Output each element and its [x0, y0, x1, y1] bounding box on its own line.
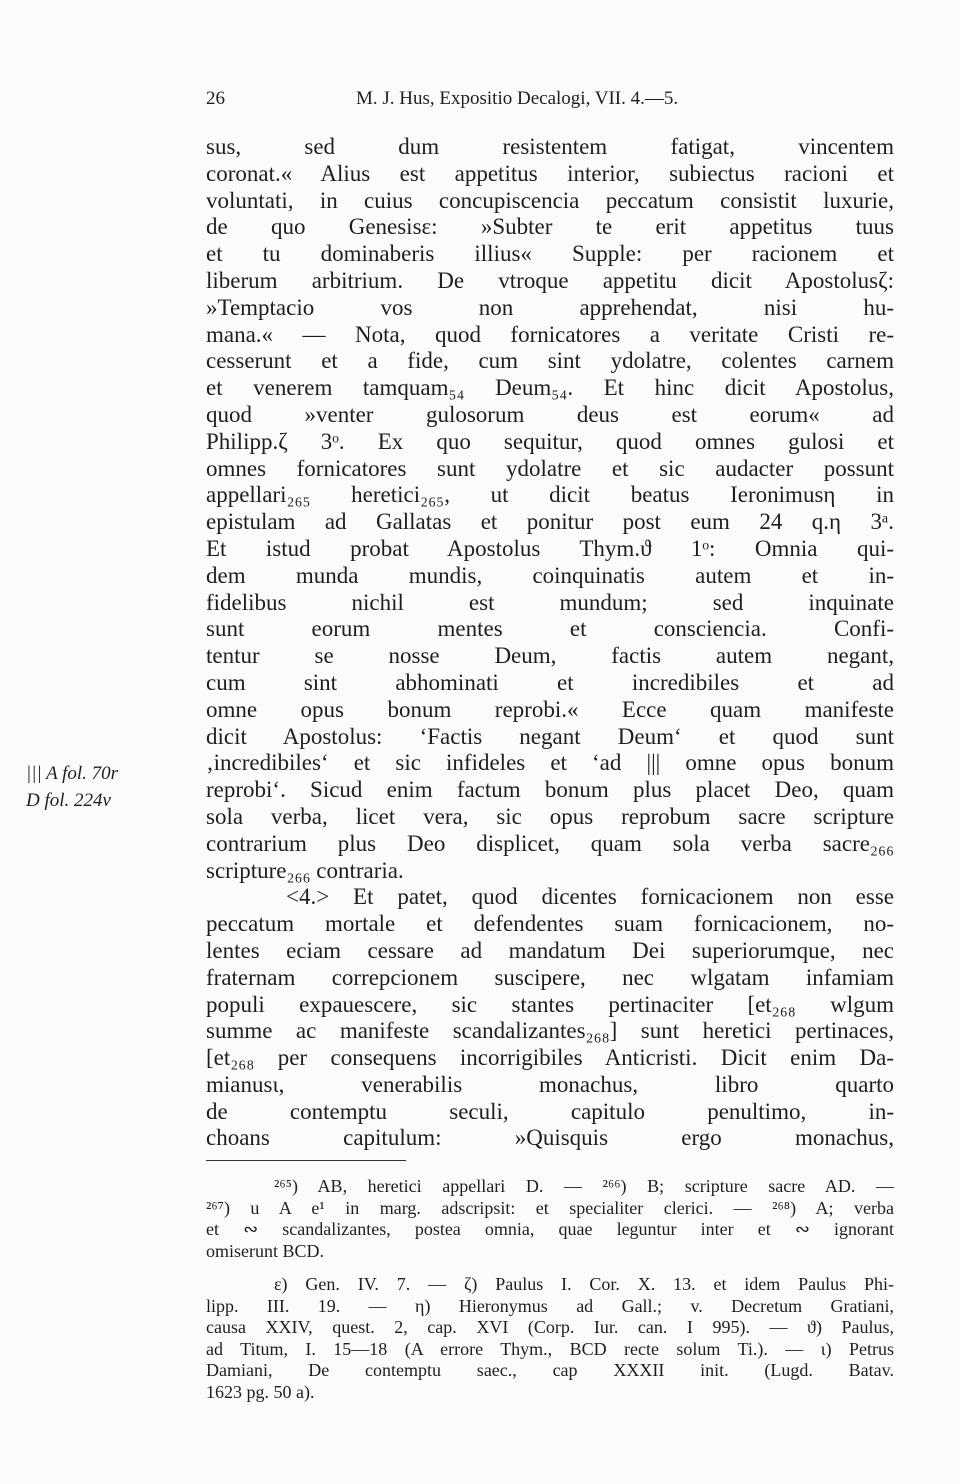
text-line: peccatum mortale et defendentes suam fornicacionem, no-	[206, 911, 894, 937]
text-line: de contemptu seculi, capitulo penultimo, in-	[206, 1098, 894, 1124]
main-text	[206, 134, 894, 1152]
text-line: <4.> Et patet, quod dicentes fornicacionem non esse	[286, 884, 894, 910]
footnotes	[206, 1176, 894, 1403]
text-line: lentes eciam cessare ad mandatum Dei superiorumque, nec	[206, 937, 894, 963]
text-line: et venerem tamquam₅₄ Deum₅₄. Et hinc dicit Apostolus,	[206, 375, 894, 401]
text-line: mianusι, venerabilis monachus, libro quarto	[206, 1071, 894, 1097]
page-number: 26	[206, 88, 225, 109]
text-line: scripture₂₆₆ contraria.	[206, 857, 404, 883]
text-line: sola verba, licet vera, sic opus reprobum sacre scripture	[206, 803, 894, 829]
footnote-line: causa XXIV, quest. 2, cap. XVI (Corp. Iur. can. I 995). — ϑ) Paulus,	[206, 1317, 894, 1337]
text-line: Et istud probat Apostolus Thym.ϑ 1ᵒ: Omnia qui-	[206, 535, 894, 561]
text-line: voluntati, in cuius concupiscencia peccatum consistit luxurie,	[206, 187, 894, 213]
margin-note: ||| A fol. 70r	[26, 763, 119, 784]
margin-notes	[26, 761, 202, 815]
text-line: fidelibus nichil est mundum; sed inquinate	[206, 589, 894, 615]
footnote-rule	[206, 1160, 406, 1161]
text-line: omnes fornicatores sunt ydolatre et sic audacter possunt	[206, 455, 894, 481]
text-line: reprobi‘. Sicud enim factum bonum plus placet Deo, quam	[206, 777, 894, 803]
footnote-line: ²⁶⁵) AB, heretici appellari D. — ²⁶⁶) B; scripture sacre AD. —	[274, 1176, 894, 1196]
text-line: Philipp.ζ 3ᵒ. Ex quo sequitur, quod omnes gulosi et	[206, 428, 894, 454]
text-line: cum sint abhominati et incredibiles et ad	[206, 669, 894, 695]
text-line: dem munda mundis, coinquinatis autem et in-	[206, 562, 894, 588]
text-line: [et₂₆₈ per consequens incorrigibiles Anticristi. Dicit enim Da-	[206, 1045, 894, 1071]
footnote-line: ²⁶⁷) u A e¹ in marg. adscripsit: et specialiter clerici. — ²⁶⁸) A; verba	[206, 1197, 894, 1218]
footnote-line: ad Titum, I. 15—18 (A errore Thym., BCD recte solum Ti.). — ι) Petrus	[206, 1338, 894, 1359]
text-line: sunt eorum mentes et consciencia. Confi-	[206, 616, 894, 642]
text-line: liberum arbitrium. De vtroque appetitu dicit Apostolusζ:	[206, 267, 894, 293]
text-line: epistulam ad Gallatas et ponitur post eum 24 q.η 3ᵃ.	[206, 509, 894, 535]
text-line: coronat.« Alius est appetitus interior, subiectus racioni et	[206, 160, 894, 186]
text-line: fraternam correpcionem suscipere, nec wlgatam infamiam	[206, 964, 894, 990]
page-header	[206, 88, 894, 110]
running-title: M. J. Hus, Expositio Decalogi, VII. 4.—5.	[356, 88, 679, 109]
margin-note: D fol. 224v	[26, 789, 111, 811]
text-line: mana.« — Nota, quod fornicatores a veritate Cristi re-	[206, 321, 894, 347]
footnote-line: et ∾ scandalizantes, postea omnia, quae leguntur inter et ∾ ignorant	[206, 1219, 894, 1239]
text-line: quod »venter gulosorum deus est eorum« ad	[206, 401, 894, 427]
footnote-line: omiserunt BCD.	[206, 1240, 325, 1261]
text-line: sus, sed dum resistentem fatigat, vincentem	[206, 134, 894, 159]
footnote-line: lipp. III. 19. — η) Hieronymus ad Gall.; v. Decretum Gratiani,	[206, 1295, 894, 1316]
text-line: omne opus bonum reprobi.« Ecce quam manifeste	[206, 696, 894, 722]
text-line: populi expauescere, sic stantes pertinaciter [et₂₆₈ wlgum	[206, 991, 894, 1017]
footnote-line: Damiani, De contemptu saec., cap XXXII init. (Lugd. Batav.	[206, 1360, 894, 1380]
text-line: choans capitulum: »Quisquis ergo monachus,	[206, 1125, 894, 1151]
text-line: summe ac manifeste scandalizantes₂₆₈] sunt heretici pertinaces,	[206, 1018, 894, 1044]
text-line: tentur se nosse Deum, factis autem negant,	[206, 643, 894, 669]
text-line: cesserunt et a fide, cum sint ydolatre, colentes carnem	[206, 348, 894, 374]
footnote-line: ε) Gen. IV. 7. — ζ) Paulus I. Cor. X. 13. et idem Paulus Phi-	[274, 1274, 894, 1294]
footnote-line: 1623 pg. 50 a).	[206, 1381, 315, 1402]
text-line: de quo Genesisε: »Subter te erit appetitus tuus	[206, 214, 894, 240]
text-line: ‚incredibiles‘ et sic infideles et ‘ad ||| omne opus bonum	[206, 750, 894, 776]
text-line: dicit Apostolus: ‘Factis negant Deum‘ et quod sunt	[206, 723, 894, 749]
text-line: »Temptacio vos non apprehendat, nisi hu-	[206, 294, 894, 320]
footnote-gap	[206, 1262, 894, 1274]
text-line: et tu dominaberis illius« Supple: per racionem et	[206, 241, 894, 267]
text-line: contrarium plus Deo displicet, quam sola verba sacre₂₆₆	[206, 830, 894, 856]
text-line: appellari₂₆₅ heretici₂₆₅, ut dicit beatus Ieronimusη in	[206, 482, 894, 508]
